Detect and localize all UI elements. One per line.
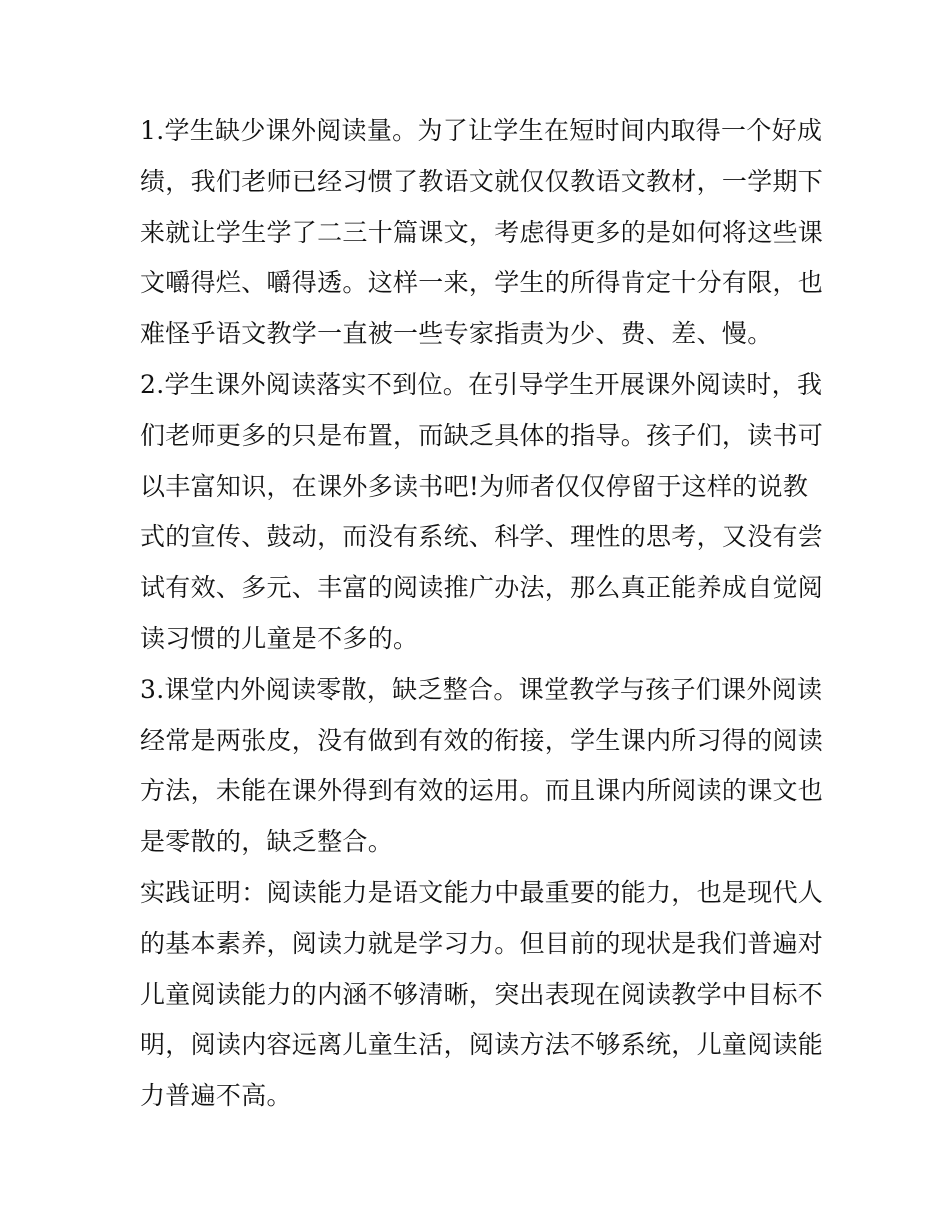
text-line: 读习惯的儿童是不多的。: [140, 623, 419, 653]
text-line: 方法，未能在课外得到有效的运用。而且课内所阅读的课文也: [140, 776, 824, 806]
document-body: [140, 106, 824, 1122]
text-line: 3.课堂内外阅读零散，缺乏整合。课堂教学与孩子们课外阅读: [140, 674, 823, 704]
text-line: 的基本素养，阅读力就是学习力。但目前的现状是我们普遍对: [140, 928, 824, 958]
text-line: 1.学生缺少课外阅读量。为了让学生在短时间内取得一个好成: [140, 116, 823, 145]
text-line: 绩，我们老师已经习惯了教语文就仅仅教语文教材，一学期下: [140, 166, 824, 196]
text-line: 2.学生课外阅读落实不到位。在引导学生开展课外阅读时，我: [140, 369, 823, 399]
text-line: 力普遍不高。: [140, 1081, 292, 1111]
text-line: 经常是两张皮，没有做到有效的衔接，学生课内所习得的阅读: [140, 725, 824, 755]
text-line: 实践证明：阅读能力是语文能力中最重要的能力，也是现代人: [140, 877, 824, 907]
text-line: 文嚼得烂、嚼得透。这样一来，学生的所得肯定十分有限，也: [140, 268, 824, 298]
text-line: 们老师更多的只是布置，而缺乏具体的指导。孩子们，读书可: [140, 420, 824, 450]
text-line: 明，阅读内容远离儿童生活，阅读方法不够系统，儿童阅读能: [140, 1030, 824, 1060]
text-line: 儿童阅读能力的内涵不够清晰，突出表现在阅读教学中目标不: [140, 979, 824, 1009]
text-line: 难怪乎语文教学一直被一些专家指责为少、费、差、慢。: [140, 319, 773, 349]
text-line: 试有效、多元、丰富的阅读推广办法，那么真正能养成自觉阅: [140, 573, 824, 603]
text-line: 以丰富知识，在课外多读书吧!为师者仅仅停留于这样的说教: [140, 471, 809, 501]
text-line: 式的宣传、鼓动，而没有系统、科学、理性的思考，又没有尝: [140, 522, 824, 552]
text-line: 是零散的，缺乏整合。: [140, 827, 394, 857]
text-line: 来就让学生学了二三十篇课文，考虑得更多的是如何将这些课: [140, 217, 824, 247]
